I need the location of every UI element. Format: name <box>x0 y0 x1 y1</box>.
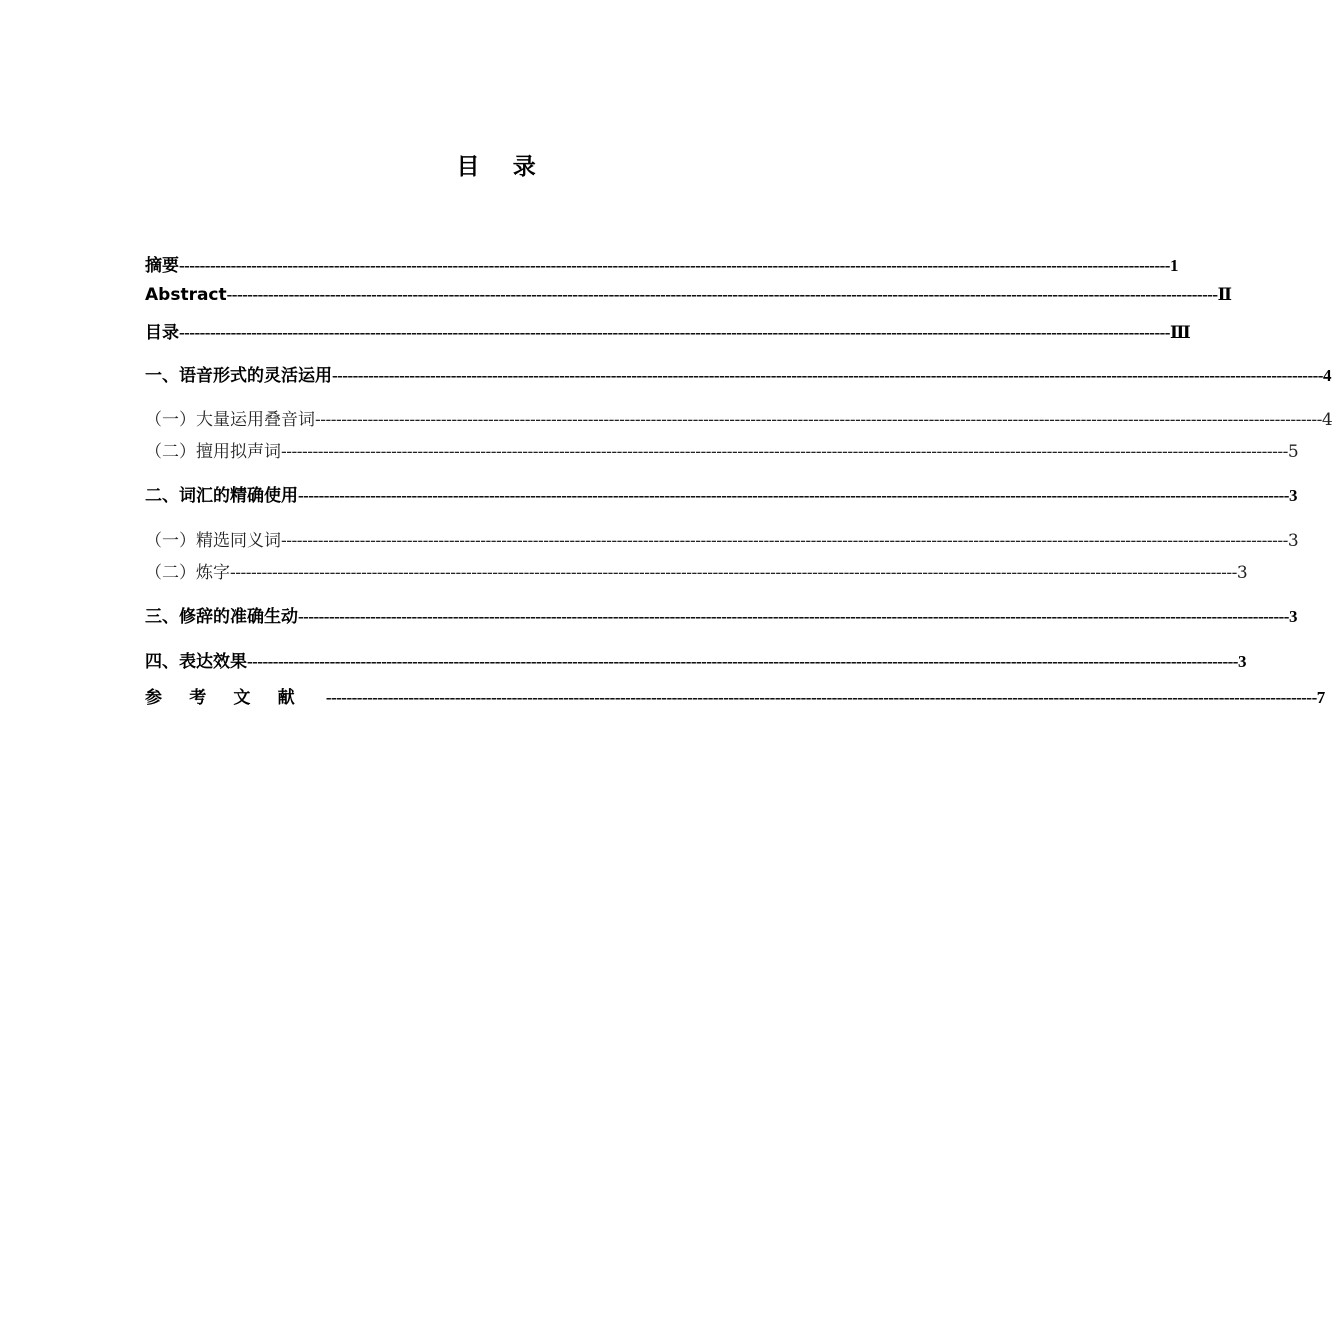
toc-leader: ------------------------------------------------------------------------------------------------------------------------------------------------------------------------------------------------ <box>315 410 1322 430</box>
toc-page-number: Ⅱ <box>1217 285 1232 304</box>
toc-page-number: 7 <box>1316 688 1326 707</box>
toc-leader: ------------------------------------------------------------------------------------------------------------------------------------------------------------------------------------------------ <box>325 688 1317 707</box>
toc-entry-chapter-3[interactable] <box>145 602 1298 627</box>
toc-entry-label: 二、词汇的精确使用 <box>145 486 298 506</box>
toc-page-number: 3 <box>1237 652 1247 671</box>
toc-leader: ------------------------------------------------------------------------------------------------------------------------------------------------------------------------------------------------ <box>298 607 1289 626</box>
toc-leader: ------------------------------------------------------------------------------------------------------------------------------------------------------------------------------------------------ <box>230 563 1237 583</box>
toc-leader: ------------------------------------------------------------------------------------------------------------------------------------------------------------------------------------------------ <box>298 486 1289 505</box>
toc-entry-contents[interactable] <box>145 318 1191 343</box>
toc-entry-chapter-4[interactable] <box>145 647 1247 672</box>
toc-entry-label: （一）精选同义词 <box>145 531 281 551</box>
toc-leader: ------------------------------------------------------------------------------------------------------------------------------------------------------------------------------------------------ <box>247 652 1238 671</box>
toc-entry-label: Abstract <box>145 285 227 305</box>
toc-page-number: 3 <box>1288 607 1298 626</box>
toc-leader: ------------------------------------------------------------------------------------------------------------------------------------------------------------------------------------------------ <box>179 323 1170 342</box>
toc-entry-chapter-1[interactable] <box>145 361 1332 386</box>
toc-page-number: 3 <box>1288 486 1298 505</box>
toc-entry-label: 目录 <box>145 323 179 343</box>
toc-entry-label: （二）擅用拟声词 <box>145 442 281 462</box>
toc-entry-label: （一）大量运用叠音词 <box>145 410 315 430</box>
toc-leader: ------------------------------------------------------------------------------------------------------------------------------------------------------------------------------------------------ <box>281 442 1288 462</box>
toc-entry-label: 一、语音形式的灵活运用 <box>145 366 332 386</box>
toc-page-number: 3 <box>1236 563 1248 583</box>
toc-entry-section-2-1[interactable] <box>145 526 1299 551</box>
toc-entry-chapter-2[interactable] <box>145 481 1298 506</box>
toc-entry-section-2-2[interactable] <box>145 558 1248 583</box>
toc-entry-label: 摘要 <box>145 256 179 276</box>
toc-leader: ------------------------------------------------------------------------------------------------------------------------------------------------------------------------------------------------ <box>226 285 1218 304</box>
toc-entry-label: （二）炼字 <box>145 563 230 583</box>
toc-page-number: 5 <box>1287 442 1299 462</box>
toc-page-number: 4 <box>1322 366 1332 385</box>
toc-entry-abstract-en[interactable] <box>145 285 1232 309</box>
toc-entry-section-1-2[interactable] <box>145 437 1299 462</box>
toc-leader: ------------------------------------------------------------------------------------------------------------------------------------------------------------------------------------------------ <box>179 256 1170 275</box>
toc-entry-label: 三、修辞的准确生动 <box>145 607 298 627</box>
toc-page-number: 3 <box>1287 531 1299 551</box>
toc-entry-references[interactable] <box>145 683 1326 708</box>
toc-page-number: 1 <box>1169 256 1179 275</box>
toc-entry-label: 四、表达效果 <box>145 652 247 672</box>
toc-entry-section-1-1[interactable] <box>145 405 1333 430</box>
page-title: 目 录 <box>456 154 542 180</box>
toc-entry-label: 参考文献 <box>145 688 322 708</box>
toc-leader: ------------------------------------------------------------------------------------------------------------------------------------------------------------------------------------------------ <box>281 531 1288 551</box>
toc-page-number: Ⅲ <box>1169 323 1191 342</box>
toc-leader: ------------------------------------------------------------------------------------------------------------------------------------------------------------------------------------------------ <box>332 366 1323 385</box>
toc-page-number: 4 <box>1321 410 1333 430</box>
toc-entry-abstract-cn[interactable] <box>145 251 1179 276</box>
